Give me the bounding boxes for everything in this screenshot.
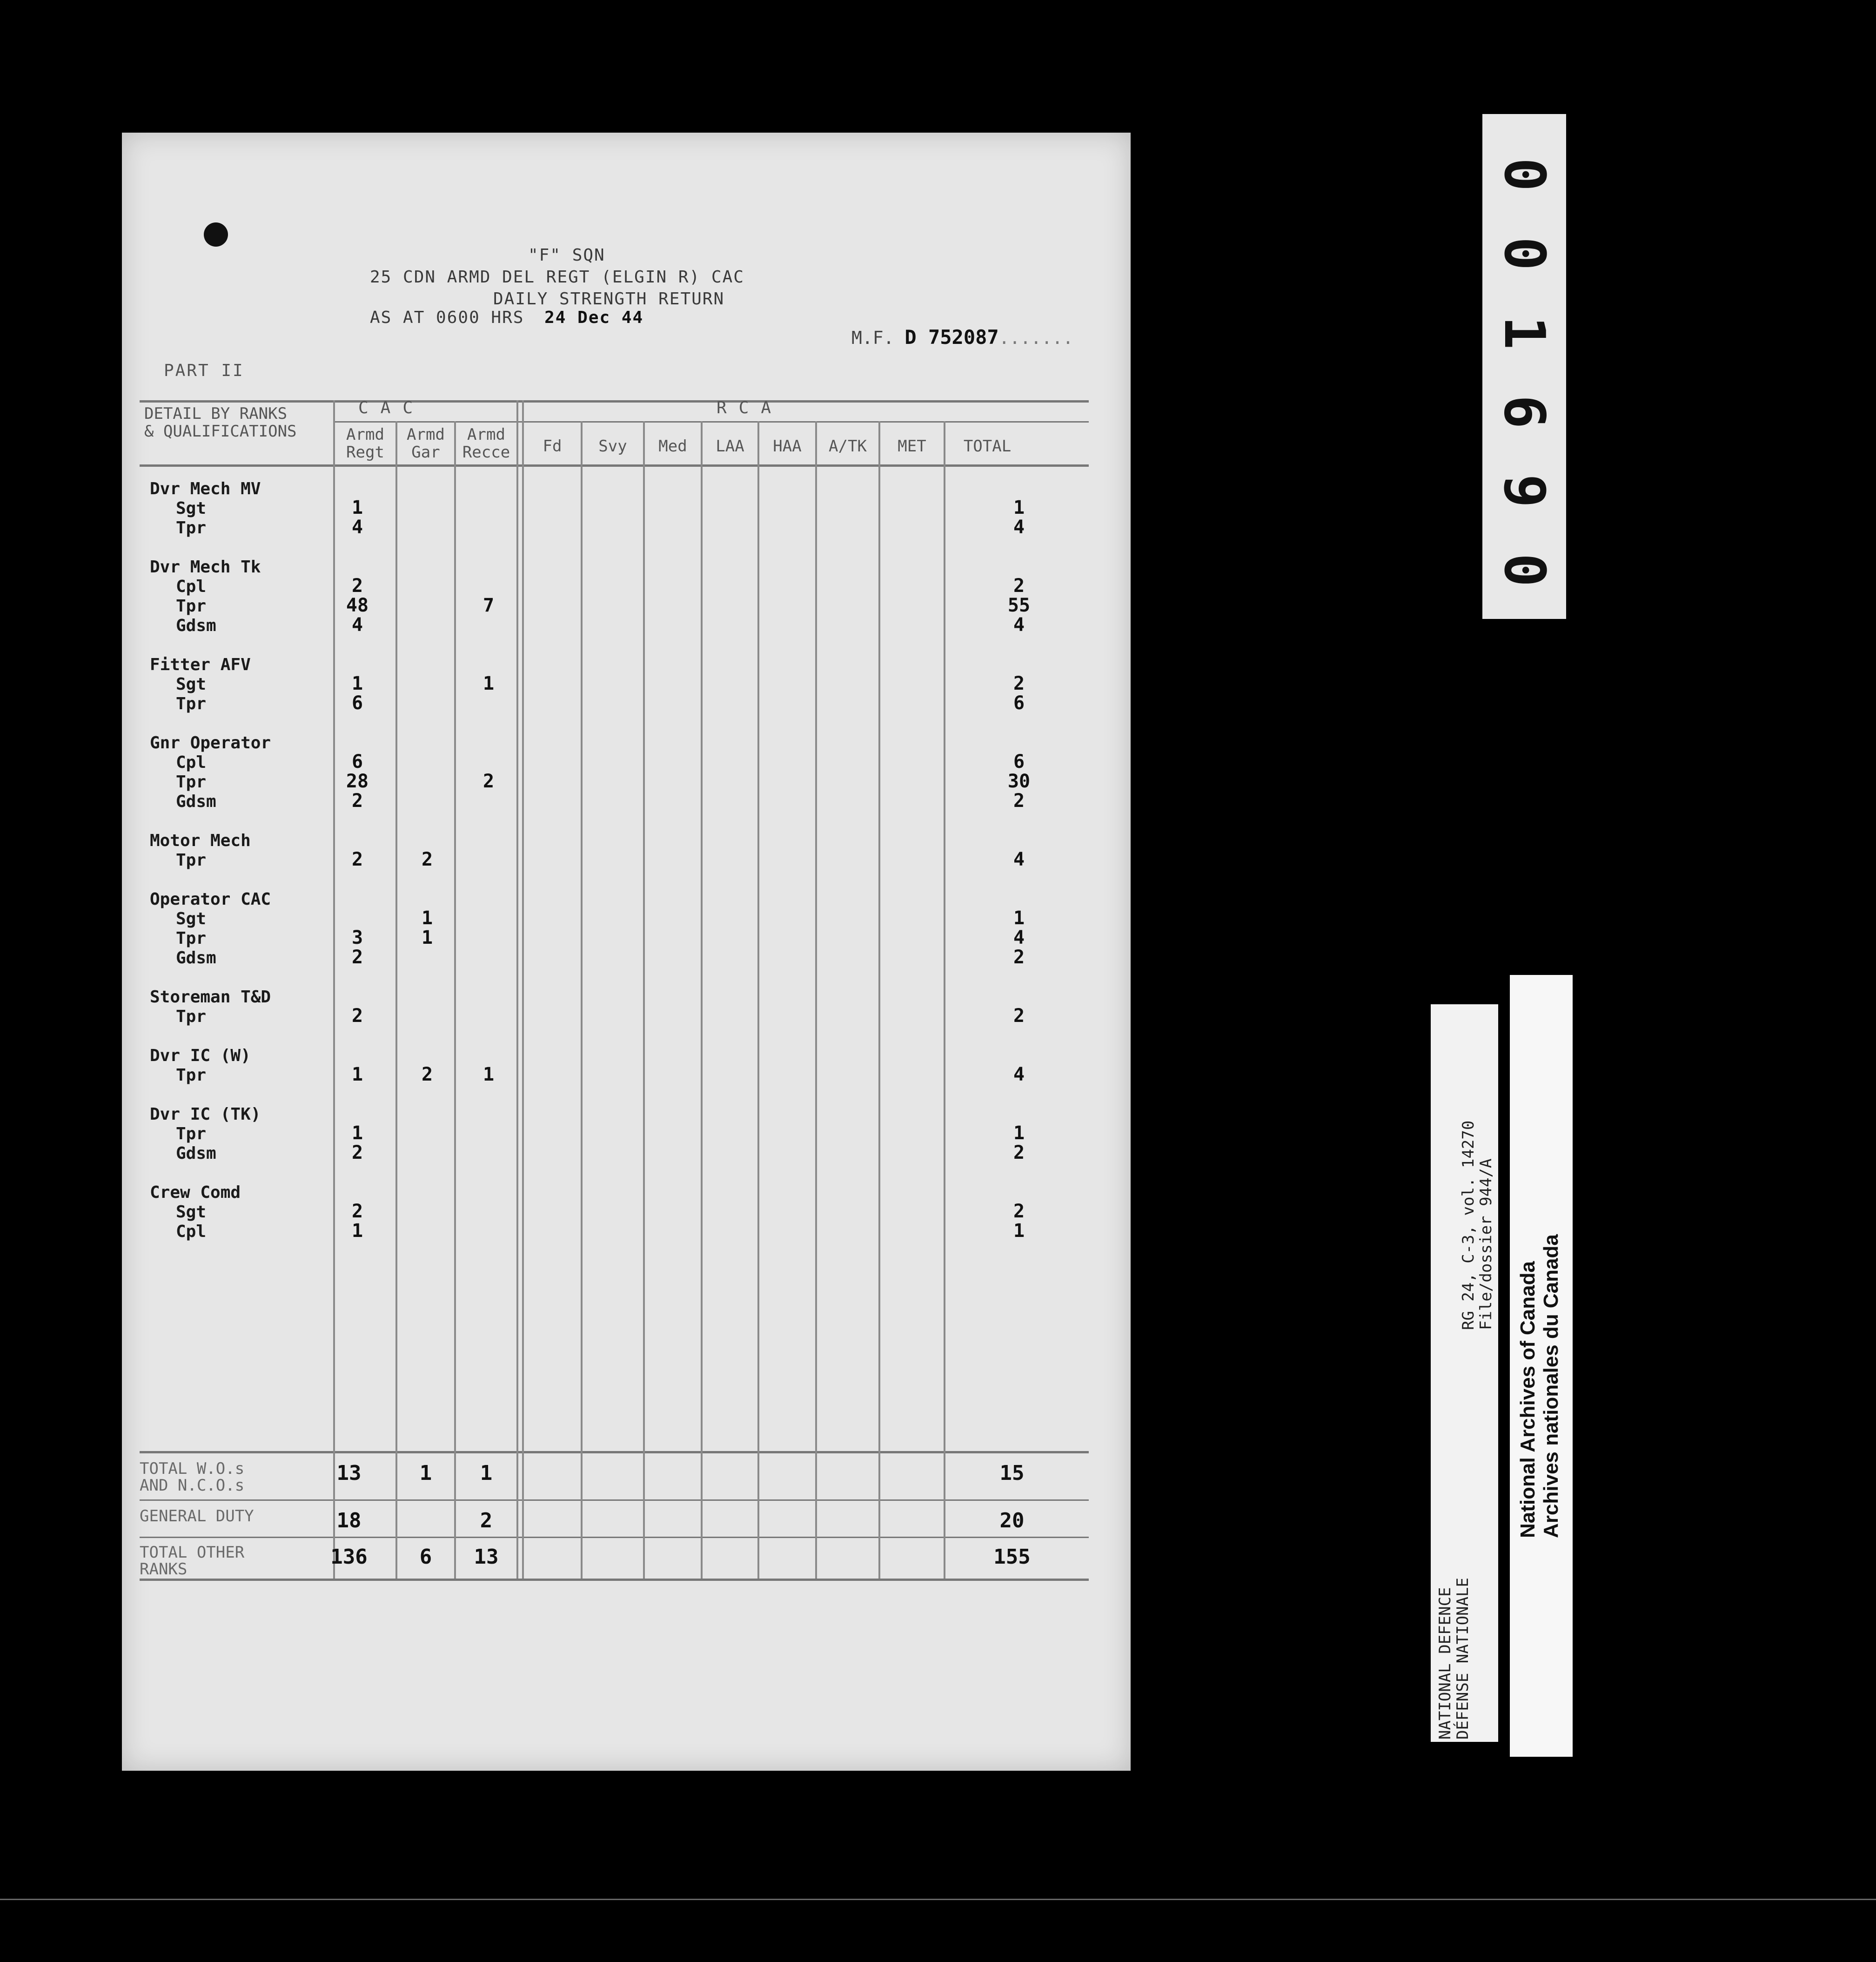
col-divider <box>944 421 945 1579</box>
header-bottom-rule <box>140 464 1089 467</box>
detail-header <box>144 405 297 440</box>
cell-armd-regt: 1 <box>351 1064 363 1085</box>
table-bottom-rule <box>140 1579 1089 1581</box>
cell-total: 4 <box>1013 849 1025 870</box>
col-svy: Svy <box>598 437 627 456</box>
document-page <box>122 133 1131 1771</box>
totals-cell-armd-regt: 136 <box>330 1545 368 1569</box>
cell-total: 2 <box>1013 1005 1025 1027</box>
archives-en: National Archives of Canada <box>1516 1261 1539 1538</box>
rank-label: Cpl <box>176 1222 207 1241</box>
dept-text <box>1436 1578 1472 1740</box>
cell-armd-regt: 1 <box>351 1220 363 1242</box>
cell-total: 4 <box>1013 927 1025 948</box>
rank-label: Tpr <box>176 1124 207 1143</box>
rank-label: Sgt <box>176 1203 207 1222</box>
cell-armd-regt: 2 <box>351 947 363 968</box>
category-label: Crew Comd <box>150 1183 241 1202</box>
cell-total: 30 <box>1007 771 1031 792</box>
col-divider <box>815 421 817 1579</box>
cell-armd-regt: 6 <box>351 751 363 773</box>
group-rca: RCA <box>717 398 784 417</box>
archives-label <box>1510 975 1573 1757</box>
col-divider <box>454 421 456 1579</box>
frame-digit: 9 <box>1492 474 1556 508</box>
header-regiment: 25 CDN ARMD DEL REGT (ELGIN R) CAC <box>370 268 744 287</box>
col-divider <box>333 400 335 1579</box>
totals-label-line: GENERAL DUTY <box>140 1507 254 1525</box>
cell-total: 2 <box>1013 1142 1025 1163</box>
cell-total: 1 <box>1013 907 1025 929</box>
totals-rule-2 <box>140 1537 1089 1538</box>
col-armd-gar: Armd Gar <box>407 425 445 462</box>
category-label: Dvr Mech Tk <box>150 558 261 577</box>
rank-label: Gdsm <box>176 1144 216 1163</box>
col-divider <box>522 400 524 1579</box>
cell-armd-regt: 3 <box>351 927 363 948</box>
cell-armd-gar: 2 <box>421 849 433 870</box>
header-date: 24 Dec 44 <box>544 308 644 327</box>
cell-armd-regt: 2 <box>351 575 363 597</box>
cell-total: 2 <box>1013 673 1025 694</box>
cell-armd-gar: 1 <box>421 907 433 929</box>
cell-armd-gar: 1 <box>421 927 433 948</box>
col-divider <box>581 421 583 1579</box>
rank-label: Cpl <box>176 577 207 596</box>
header-return-title: DAILY STRENGTH RETURN <box>493 289 725 309</box>
col-armd-recce: Armd Recce <box>462 425 510 462</box>
cell-armd-regt: 48 <box>346 595 369 616</box>
totals-cell-armd-gar: 6 <box>419 1545 432 1569</box>
totals-label-line: TOTAL W.O.s <box>140 1459 245 1478</box>
rank-label: Tpr <box>176 773 207 792</box>
cell-total: 6 <box>1013 692 1025 714</box>
col-divider <box>516 400 518 1579</box>
cell-total: 6 <box>1013 751 1025 773</box>
rank-label: Gdsm <box>176 948 216 968</box>
cell-armd-recce: 7 <box>482 595 495 616</box>
group-cac: CAC <box>358 398 425 417</box>
mf-number: M.F. D 752087....... <box>851 326 1073 349</box>
col-haa: HAA <box>773 437 802 456</box>
category-label: Dvr IC (TK) <box>150 1105 261 1124</box>
cell-armd-regt: 2 <box>351 849 363 870</box>
rank-label: Gdsm <box>176 616 216 635</box>
col-divider <box>643 421 645 1579</box>
cell-total: 4 <box>1013 1064 1025 1085</box>
rank-label: Tpr <box>176 518 207 538</box>
totals-label <box>140 1544 244 1578</box>
cell-armd-recce: 2 <box>482 771 495 792</box>
mf-value: D 752087 <box>904 326 999 349</box>
col-total: TOTAL <box>963 437 1012 456</box>
cell-armd-recce: 1 <box>482 673 495 694</box>
cell-armd-regt: 4 <box>351 614 363 636</box>
frame-digit: 0 <box>1492 553 1556 587</box>
cell-total: 1 <box>1013 1220 1025 1242</box>
totals-label-line: RANKS <box>140 1560 188 1579</box>
totals-cell-total: 155 <box>993 1545 1031 1569</box>
totals-label <box>140 1508 254 1525</box>
frame-digit: 1 <box>1492 316 1556 350</box>
cell-armd-regt: 2 <box>351 790 363 812</box>
cell-total: 2 <box>1013 790 1025 812</box>
totals-cell-armd-recce: 1 <box>480 1461 493 1485</box>
col-atk: A/TK <box>829 437 867 456</box>
cell-armd-regt: 2 <box>351 1142 363 1163</box>
totals-label <box>140 1460 244 1494</box>
category-label: Operator CAC <box>150 890 271 909</box>
col-divider <box>878 421 880 1579</box>
cell-total: 1 <box>1013 1122 1025 1144</box>
col-divider <box>757 421 759 1579</box>
cell-armd-regt: 2 <box>351 1005 363 1027</box>
rank-label: Sgt <box>176 499 207 518</box>
totals-cell-armd-recce: 2 <box>480 1509 493 1532</box>
frame-digit: 6 <box>1492 395 1556 429</box>
totals-cell-armd-regt: 13 <box>336 1461 362 1485</box>
detail-header-line2: & QUALIFICATIONS <box>144 422 297 441</box>
detail-header-line1: DETAIL BY RANKS <box>144 404 288 423</box>
archive-reference-label <box>1431 1004 1498 1742</box>
cell-armd-regt: 6 <box>351 692 363 714</box>
dept-line2: DÉFENSE NATIONALE <box>1454 1578 1472 1740</box>
cell-total: 1 <box>1013 497 1025 518</box>
cell-total: 2 <box>1013 1201 1025 1222</box>
category-label: Dvr Mech MV <box>150 479 261 498</box>
col-med: Med <box>658 437 687 456</box>
film-edge-line <box>0 1899 1876 1900</box>
cell-armd-regt: 28 <box>346 771 369 792</box>
rank-label: Tpr <box>176 1007 207 1026</box>
table-top-rule <box>140 400 1089 403</box>
totals-cell-total: 20 <box>999 1509 1025 1532</box>
header-time: AS AT 0600 HRS <box>370 308 524 327</box>
cell-armd-regt: 1 <box>351 1122 363 1144</box>
rank-label: Cpl <box>176 753 207 772</box>
totals-top-rule <box>140 1451 1089 1453</box>
cell-armd-regt: 2 <box>351 1201 363 1222</box>
col-armd-regt: Armd Regt <box>346 425 384 462</box>
totals-label-line: TOTAL OTHER <box>140 1543 245 1562</box>
col-divider <box>701 421 703 1579</box>
cell-armd-recce: 1 <box>482 1064 495 1085</box>
archives-fr: Archives nationales du Canada <box>1540 1234 1562 1538</box>
cell-armd-regt: 1 <box>351 673 363 694</box>
rank-label: Tpr <box>176 929 207 948</box>
reference-text <box>1460 1121 1495 1330</box>
header-squadron: "F" SQN <box>528 246 605 265</box>
totals-cell-total: 15 <box>999 1461 1025 1485</box>
cell-total: 2 <box>1013 575 1025 597</box>
rank-label: Gdsm <box>176 792 216 811</box>
ref-line1: RG 24, C-3, vol. 14270 <box>1459 1120 1478 1330</box>
totals-cell-armd-gar: 1 <box>419 1461 432 1485</box>
col-fd: Fd <box>543 437 562 456</box>
rank-label: Tpr <box>176 1066 207 1085</box>
ref-line2: File/dossier 944/A <box>1477 1158 1495 1330</box>
totals-cell-armd-regt: 18 <box>336 1509 362 1532</box>
category-label: Gnr Operator <box>150 733 271 753</box>
cell-total: 4 <box>1013 614 1025 636</box>
rank-label: Sgt <box>176 675 207 694</box>
group-rule <box>335 421 1089 423</box>
totals-cell-armd-recce: 13 <box>474 1545 499 1569</box>
dept-line1: NATIONAL DEFENCE <box>1436 1587 1454 1740</box>
cell-total: 55 <box>1007 595 1031 616</box>
frame-number <box>1492 135 1556 610</box>
header-as-at <box>370 308 643 327</box>
rank-label: Sgt <box>176 909 207 928</box>
part-label: PART II <box>164 361 244 380</box>
frame-digit: 0 <box>1492 236 1556 271</box>
cell-armd-gar: 2 <box>421 1064 433 1085</box>
category-label: Fitter AFV <box>150 655 251 674</box>
col-met: MET <box>898 437 926 456</box>
totals-label-line: AND N.C.O.s <box>140 1476 245 1495</box>
rank-label: Tpr <box>176 851 207 870</box>
cell-armd-regt: 1 <box>351 497 363 518</box>
cell-armd-regt: 4 <box>351 517 363 538</box>
rank-label: Tpr <box>176 694 207 713</box>
archives-name <box>1516 1234 1563 1538</box>
category-label: Motor Mech <box>150 831 251 850</box>
totals-rule-1 <box>140 1499 1089 1501</box>
mf-prefix: M.F. <box>851 328 894 348</box>
cell-total: 2 <box>1013 947 1025 968</box>
category-label: Dvr IC (W) <box>150 1046 251 1065</box>
rank-label: Tpr <box>176 597 207 616</box>
frame-digit: 0 <box>1492 157 1556 192</box>
punch-hole <box>204 222 228 247</box>
category-label: Storeman T&D <box>150 988 271 1007</box>
col-laa: LAA <box>716 437 744 456</box>
col-divider <box>395 421 397 1579</box>
cell-total: 4 <box>1013 517 1025 538</box>
